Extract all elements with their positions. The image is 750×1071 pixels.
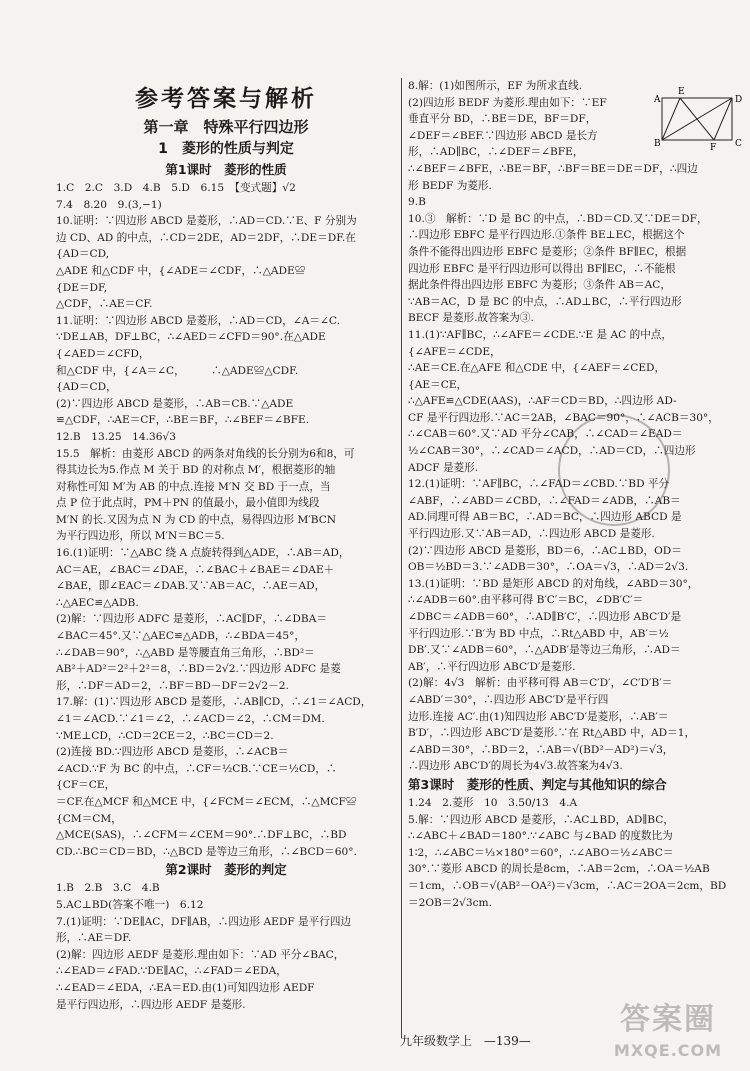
footer-grade: 九年级数学上 (400, 1034, 473, 1048)
answer-line: ∠ABF，∴∠ABD＝∠CBD，∴∠FAD＝∠ADB，∴AB＝ (408, 494, 681, 507)
answer-line: 形，∴DF＝AD＝2，∴BF＝BD－DF＝2√2－2. (56, 679, 289, 692)
answer-line: 四边形 EBFC 是平行四边形可以得出 BF∥EC，∴不能根 (408, 262, 676, 275)
label-c: C (735, 139, 742, 149)
answer-line: {DE＝DF, (56, 281, 108, 294)
answer-line: DB′.又∵∠ADB＝60°，∴△ADB′是等边三角形，∴AD＝ (408, 644, 681, 657)
answer-line: 12.(1)证明：∵AF∥BC，∴∠FAD＝∠CBD.∵BD 平分 (408, 478, 670, 491)
answer-line: 30°.∵菱形 ABCD 的周长是8cm，∴AB＝2cm，∴OA＝½AB (408, 863, 710, 876)
answer-line: ∴∠EAD＝∠EDA，∴EA＝ED.由(1)可知四边形 AEDF (56, 981, 315, 994)
watermark-logo (588, 1000, 748, 1070)
answer-line: ∠1＝∠ACD.∵∠1＝∠2，∴∠ACD＝∠2，∴CM＝DM. (56, 713, 325, 725)
answer-line: 16.(1)证明：∵△ABC 绕 A 点旋转得到△ADE，∴AB＝AD， (56, 547, 350, 560)
answer-line: ∴△AFE≌△CDE(AAS)，∴AF＝CD＝BD，∴四边形 AD- (408, 395, 677, 408)
answer-line: 13.(1)证明：∵BD 是矩形 ABCD 的对角线，∠ABD＝30°， (408, 577, 699, 590)
lesson-1-heading: 第1课时 菱形的性质 (165, 162, 287, 177)
label-e: E (678, 87, 685, 97)
answer-line: ∴∠ADB＝60°.由平移可得 B′C′＝BC，∠DB′C′＝ (408, 594, 644, 607)
answer-line: 1.B 2.B 3.C 4.B (56, 882, 160, 895)
answer-line: 17.解：(1)∵四边形 ABCD 是菱形，∴AB∥CD，∴∠1＝∠ACD， (56, 696, 372, 709)
answer-line: 1.C 2.C 3.D 4.B 5.D 6.15 【变式题】√2 (56, 182, 296, 194)
answer-line: 垂直平分 BD，∴BE＝DE，BF＝DF， (408, 113, 597, 126)
answer-line: (2)解：4√3 解析：由平移可得 AB＝C′D′，∠C′D′B′＝ (408, 677, 673, 690)
left-answer-lines (56, 180, 396, 860)
line-ef (680, 98, 714, 140)
line-fd (714, 98, 732, 140)
left-column (56, 78, 396, 1013)
answer-line: BECF 是菱形.故答案为③. (408, 312, 534, 325)
answer-line: AC＝AE，∠BAC＝∠DAE，∴∠BAC＋∠BAE＝∠DAE＋ (56, 563, 335, 576)
answer-line: ∵AB＝AC，D 是 BC 的中点，∴AD⊥BC，∴平行四边形 (408, 295, 682, 308)
section-heading: 1 菱形的性质与判定 (158, 141, 294, 157)
answer-line: 1∶2，∴∠ABC＝⅓×180°＝60°，∴∠ABO＝½∠ABC＝ (408, 846, 674, 859)
answer-line: 7.4 8.20 9.(3,−1) (56, 198, 162, 211)
answer-line: 点 P 位于此点时，PM＋PN 的值最小，最小值即为线段 (56, 497, 320, 510)
answer-line: ∴AE＝CE.在△AFE 和△CDE 中，{∠AEF＝∠CED， (408, 362, 666, 375)
answer-line: OB＝½BD＝3.∵∠ADB＝30°，∴OA＝√3，∴AD＝2√3. (408, 561, 689, 574)
answer-line: 和△CDF 中，{∠A＝∠C， ∴△ADE≌△CDF. (56, 364, 299, 377)
left-answer-lines-2 (56, 880, 396, 1013)
answer-line: 10.③ 解析：∵D 是 BC 的中点，∴BD＝CD.又∵DE＝DF， (408, 212, 708, 225)
answer-line: {CF＝CE， (56, 779, 116, 792)
answer-line: ∴四边形 EBFC 是平行四边形.①条件 BE⊥EC，根据这个 (408, 229, 685, 242)
answer-line: △MCE(SAS)，∴∠CFM＝∠CEM＝90°.∴DF⊥BC，∴BD (56, 829, 347, 842)
answer-line: 形，∴AE＝DF. (56, 932, 132, 945)
answer-line: ∴∠BEF＝∠BFE，∴BE＝BF，∴BF＝BE＝DE＝DF，∴四边 (408, 162, 698, 175)
answer-line: 边形.连接 AC′.由(1)知四边形 ABC′D′是菱形，∴AB′＝ (408, 710, 669, 723)
line-be (662, 98, 680, 140)
answer-line: 据此条件得出四边形 EBFC 为菱形；③条件 AB＝AC， (408, 279, 671, 292)
answer-line: AB²＋AD²＝2²＋2²＝8，∴BD＝2√2.∵四边形 ADFC 是菱 (56, 663, 341, 676)
answer-line: (2)解：∵四边形 ADFC 是菱形，∴AC∥DF，∴∠DBA＝ (56, 613, 327, 626)
answer-line: 7.(1)证明：∵DE∥AC，DF∥AB，∴四边形 AEDF 是平行四边 (56, 915, 352, 928)
answer-line: ∠DBC＝∠ADB＝60°，∴AD∥B′C′，∴四边形 ABC′D′是 (408, 611, 682, 623)
answer-line: 1.24 2.菱形 10 3.50/13 4.A (408, 796, 578, 809)
answer-line: 5.解：∵四边形 ABCD 是菱形，∴AC⊥BD，AD∥BC， (408, 813, 674, 826)
answer-line: {CM＝CM， (56, 812, 122, 825)
label-d: D (735, 95, 743, 105)
answer-line: ∵ME⊥CD，∴CD＝2CE＝2，∴BC＝CD＝2. (56, 729, 274, 742)
answer-line: {AD＝CD, (56, 248, 110, 261)
answer-line: (2)连接 BD.∵四边形 ABCD 是菱形，∴∠ACB＝ (56, 746, 289, 759)
answer-line: {AE＝CE， (408, 378, 468, 391)
answer-line: ∴∠EAD＝∠FAD.∵DE∥AC，∴∠FAD＝∠EDA， (56, 965, 287, 978)
watermark-line2: MXQE.COM (613, 1041, 723, 1060)
lesson-2-heading: 第2课时 菱形的判定 (165, 862, 287, 878)
answer-line: △CDF，∴AE＝CF. (56, 298, 153, 311)
answer-line: ∴四边形 ABC′D′的周长为4√3.故答案为4√3. (408, 760, 623, 773)
answer-line: ADCF 是菱形. (408, 461, 479, 474)
answer-line: 10.证明：∵四边形 ABCD 是菱形，∴AD＝CD.∵E、F 分别为 (56, 215, 357, 228)
answer-line: ＝2OB＝2√3cm. (408, 896, 492, 909)
answer-line: ½∠CAB＝30°，∴∠CAD＝∠ACD，∴AD＝CD，∴四边形 (408, 445, 696, 458)
answer-line: {∠AFE＝∠CDE， (408, 345, 501, 358)
answer-line: {∠AED＝∠CFD， (56, 347, 150, 360)
answer-line: M′N 的长.又因为点 N 为 CD 的中点，易得四边形 M′BCN (56, 513, 337, 526)
right-answer-lines-2 (408, 795, 738, 911)
column-divider (401, 78, 402, 1038)
answer-line: ∴∠DAB＝90°，∴△ABD 是等腰直角三角形，∴BD²＝ (56, 646, 315, 659)
answer-line: (2)四边形 BEDF 为菱形.理由如下：∵EF (408, 96, 607, 109)
answer-line: CD.∴BC＝CD＝BD，∴△BCD 是等边三角形，∴∠BCD＝60°. (56, 845, 357, 858)
answer-line: 边 CD、AD 的中点，∴CD＝2DE，AD＝2DF，∴DE＝DF.在 (56, 231, 356, 244)
answer-line: B′D′，∴四边形 ABC′D′是菱形.∵在 Rt△ABD 中，AD＝1， (408, 727, 696, 740)
answer-line: 对称性可知 M′为 AB 的中点.连接 M′N 交 BD 于一点，当 (56, 480, 331, 493)
answer-line: ＝1cm，∴OB＝√(AB²－OA²)＝√3cm，∴AC＝2OA＝2cm，BD (408, 879, 727, 892)
label-f: F (710, 143, 717, 153)
answer-line: 11.证明：∵四边形 ABCD 是菱形，∴AD＝CD，∠A＝∠C. (56, 314, 340, 327)
label-a: A (654, 95, 661, 105)
answer-line: 条件不能得出四边形 EBFC 是菱形；②条件 BF∥EC，根据 (408, 245, 687, 258)
answer-line: ∠ABD＝30°，∴BD＝2，∴AB＝√(BD²－AD²)＝√3， (408, 743, 674, 756)
answer-line: (2)∵四边形 ABCD 是菱形，∴AB＝CB.∵△ADE (56, 397, 294, 410)
answer-line: 平行四边形.又∵AB＝AD，∴四边形 ABCD 是菱形. (408, 528, 655, 541)
answer-line: AD.同理可得 AB＝BC，∴AD＝BC，∴四边形 ABCD 是 (408, 511, 682, 524)
lesson-3-heading: 第3课时 菱形的性质、判定与其他知识的综合 (408, 776, 667, 792)
answer-line: (2)∵四边形 ABCD 是菱形，BD＝6，∴AC⊥BD，OD＝ (408, 544, 682, 557)
answer-line: AB′，∴平行四边形 ABC′D′是菱形. (408, 660, 576, 673)
footer-page-number: —139— (483, 1034, 531, 1048)
answer-line: 是平行四边形，∴四边形 AEDF 是菱形. (56, 998, 246, 1011)
answer-line: ≌△CDF，∴AE＝CF，∴BE＝BF，∴∠BEF＝∠BFE. (56, 414, 310, 427)
answer-line: ∠ABD′＝30°，∴四边形 ABC′D′是平行四 (408, 693, 609, 706)
answer-line: 15.5 解析：由菱形 ABCD 的两条对角线的长分别为6和8，可 (56, 447, 355, 460)
answer-line: 9.B (408, 196, 426, 209)
answer-line: 11.(1)∵AF∥BC，∴∠AFE＝∠CDE.∵E 是 AC 的中点， (408, 328, 672, 341)
answer-line: 8.解：(1)如图所示，EF 为所求直线. (408, 80, 583, 92)
rectangle-figure (652, 80, 744, 154)
answer-line: 平行四边形.∵B′为 BD 中点，∴Rt△ABD 中，AB′＝½ (408, 627, 669, 640)
answer-line: (2)解：四边形 AEDF 是菱形.理由如下：∵AD 平分∠BAC， (56, 948, 345, 961)
answer-line: 5.AC⊥BD(答案不唯一) 6.12 (56, 898, 204, 911)
answer-line: ∵DE⊥AB，DF⊥BC，∴∠AED＝∠CFD＝90°.在△ADE (56, 331, 326, 344)
answer-line: ∴△AEC≌△ADB. (56, 596, 139, 609)
answer-line: ∠ACD.∵F 为 BC 的中点，∴CF＝½CB.∵CE＝½CD，∴ (56, 762, 337, 775)
answer-line: 12.B 13.25 14.36√3 (56, 430, 176, 443)
answer-line: 形 BEDF 为菱形. (408, 179, 492, 192)
page-footer (400, 1032, 531, 1049)
answer-line: △ADE 和△CDF 中，{∠ADE＝∠CDF，∴△ADE≌ (56, 264, 306, 277)
answer-line: {AD＝CD， (56, 381, 117, 394)
answer-line: ∴∠CAB＝60°.又∵AD 平分∠CAB，∴∠CAD＝∠EAD＝ (408, 428, 683, 441)
watermark-line1: 答案圈 (620, 1002, 716, 1037)
page-title: 参考答案与解析 (135, 86, 317, 112)
chapter-heading: 第一章 特殊平行四边形 (143, 118, 309, 136)
answer-line: ∴∠ABC＋∠BAD＝180°.∵∠ABC 与∠BAD 的度数比为 (408, 830, 673, 843)
answer-line: ＝CF.在△MCF 和△MCE 中，{∠FCM＝∠ECM，∴△MCF≌ (56, 795, 357, 808)
answer-line: 形，∴AD∥BC，∴∠DEF＝∠BFE， (408, 146, 584, 159)
answer-line: CF 是平行四边形.∵AC＝2AB，∠BAC＝90°，∴∠ACB＝30°， (408, 411, 719, 424)
label-b: B (654, 139, 661, 149)
answer-line: ∠BAC＝45°.又∵△AEC≌△ADB，∴∠BDA＝45°， (56, 630, 306, 643)
answer-line: 为平行四边形，所以 M′N＝BC＝5. (56, 530, 225, 543)
answer-line: ∠DEF＝∠BEF.∵四边形 ABCD 是长方 (408, 129, 598, 142)
answer-line: 得其边长为5.作点 M 关于 BD 的对称点 M′，根据菱形的轴 (56, 464, 336, 477)
right-answer-lines (408, 78, 738, 775)
answer-line: ∠BAE，即∠EAC＝∠DAB.又∵AB＝AC，∴AE＝AD， (56, 580, 326, 593)
